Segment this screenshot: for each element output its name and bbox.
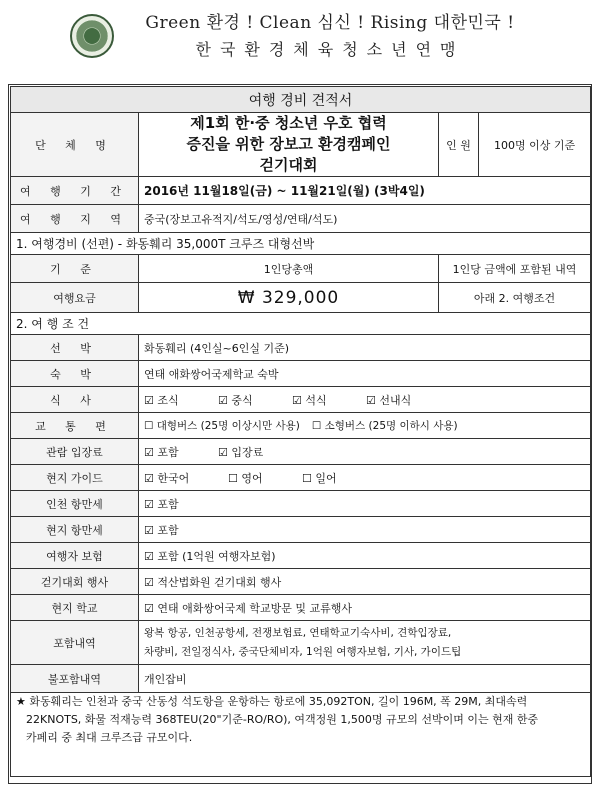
- condition-row: [11, 413, 591, 439]
- condition-label: 현지 가이드: [11, 465, 139, 491]
- group-name-line: 걷기대회: [259, 156, 318, 174]
- checkbox-dinner[interactable]: ☑ 석식: [292, 393, 327, 407]
- condition-value: ☑ 포함 (1억원 여행자보험): [139, 543, 591, 569]
- included-row: [11, 621, 591, 665]
- condition-value: 연태 애화쌍어국제학교 숙박: [139, 361, 591, 387]
- condition-label: 관람 입장료: [11, 439, 139, 465]
- excluded-value: 개인잡비: [139, 665, 591, 693]
- condition-value: ☑ 연태 애화쌍어국제 학교방문 및 교류행사: [139, 595, 591, 621]
- condition-value: 화동훼리 (4인실~6인실 기준): [139, 335, 591, 361]
- period-label: 여 행 기 간: [11, 177, 139, 205]
- section-1-row: [11, 233, 591, 255]
- condition-value: ☑ 포함: [139, 517, 591, 543]
- condition-value: ☑ 적산법화원 걷기대회 행사: [139, 569, 591, 595]
- group-name: [139, 113, 439, 177]
- included-line: 차량비, 전일정식사, 중국단체비자, 1억원 여행자보험, 기사, 가이드팁: [144, 645, 462, 658]
- condition-label: 걷기대회 행사: [11, 569, 139, 595]
- condition-row: [11, 543, 591, 569]
- section-2-row: [11, 313, 591, 335]
- condition-label: 교 통 편: [11, 413, 139, 439]
- condition-label: 숙 박: [11, 361, 139, 387]
- condition-label: 현지 학교: [11, 595, 139, 621]
- fee-label: 여행요금: [11, 283, 139, 313]
- group-row: [11, 113, 591, 177]
- note-line: ★ 화동훼리는 인천과 중국 산동성 석도항을 운항하는 항로에 35,092TON, 길이 196M, 폭 29M, 최대속력: [16, 695, 528, 708]
- condition-label: 여행자 보험: [11, 543, 139, 569]
- group-name-line: 제1회 한·중 청소년 우호 협력: [190, 114, 387, 132]
- checkbox-korean[interactable]: ☑ 한국어: [144, 471, 190, 485]
- region-row: [11, 205, 591, 233]
- condition-row: [11, 595, 591, 621]
- excluded-row: [11, 665, 591, 693]
- included-line: 왕복 항공, 인천공항세, 전쟁보험료, 연태학교기숙사비, 견학입장료,: [144, 626, 452, 639]
- included-label: 포함내역: [11, 621, 139, 665]
- fee-value: ₩ 329,000: [139, 283, 439, 313]
- checkbox-admission-fee[interactable]: ☑ 입장료: [218, 445, 264, 459]
- condition-value: ☑ 포함: [139, 491, 591, 517]
- checkbox-japanese[interactable]: ☐ 일어: [302, 471, 337, 485]
- condition-row: [11, 569, 591, 595]
- region-value: 중국(장보고유적지/석도/영성/연태/석도): [139, 205, 591, 233]
- included-list: [139, 621, 591, 665]
- basis-row: [11, 255, 591, 283]
- basis-note: 1인당 금액에 포함된 내역: [439, 255, 591, 283]
- estimate-sheet: [10, 86, 591, 777]
- condition-row: [11, 465, 591, 491]
- condition-label: 선 박: [11, 335, 139, 361]
- headcount-label: 인 원: [439, 113, 479, 177]
- condition-label: 식 사: [11, 387, 139, 413]
- note-row: [11, 693, 591, 777]
- basis-value: 1인당총액: [139, 255, 439, 283]
- period-value: 2016년 11월18일(금) ~ 11월21일(월) (3박4일): [139, 177, 591, 205]
- group-label: 단 체 명: [11, 113, 139, 177]
- condition-row: [11, 361, 591, 387]
- checkbox-english[interactable]: ☐ 영어: [228, 471, 263, 485]
- checkbox-lunch[interactable]: ☑ 중식: [218, 393, 253, 407]
- slogan: Green 환경 ! Clean 심신 ! Rising 대한민국 !: [145, 13, 515, 33]
- excluded-label: 불포함내역: [11, 665, 139, 693]
- guide-options: [139, 465, 591, 491]
- sheet-title: 여행 경비 견적서: [11, 87, 591, 113]
- headcount-value: 100명 이상 기준: [479, 113, 591, 177]
- period-row: [11, 177, 591, 205]
- checkbox-small-bus[interactable]: ☐ 소형버스 (25명 이하시 사용): [311, 420, 458, 432]
- organization-name: 한국환경체육청소년연맹: [195, 40, 465, 59]
- condition-label: 인천 항만세: [11, 491, 139, 517]
- basis-label: 기 준: [11, 255, 139, 283]
- condition-row: [11, 517, 591, 543]
- condition-row: [11, 491, 591, 517]
- sheet-title-row: [11, 87, 591, 113]
- checkbox-large-bus[interactable]: ☐ 대형버스 (25명 이상시만 사용): [144, 420, 300, 432]
- region-label: 여 행 지 역: [11, 205, 139, 233]
- group-name-line: 증진을 위한 장보고 환경캠페인: [186, 135, 391, 153]
- checkbox-onboard-meal[interactable]: ☑ 선내식: [366, 393, 412, 407]
- letterhead: [0, 0, 600, 70]
- section-1-heading: 1. 여행경비 (선편) - 화동훼리 35,000T 크루즈 대형선박: [11, 233, 591, 255]
- meal-options: [139, 387, 591, 413]
- condition-row: [11, 439, 591, 465]
- ferry-note: [11, 693, 591, 777]
- fee-row: [11, 283, 591, 313]
- condition-row: [11, 387, 591, 413]
- note-line: 22KNOTS, 화물 적재능력 368TEU(20"기준-RO/RO), 여객정원 1,500명 규모의 선박이며 이는 현재 한중: [26, 713, 539, 726]
- transport-options: [139, 413, 591, 439]
- checkbox-admission-included[interactable]: ☑ 포함: [144, 445, 179, 459]
- condition-label: 현지 항만세: [11, 517, 139, 543]
- fee-note: 아래 2. 여행조건: [439, 283, 591, 313]
- condition-row: [11, 335, 591, 361]
- admission-options: [139, 439, 591, 465]
- note-line: 카페리 중 최대 크루즈급 규모이다.: [26, 731, 193, 744]
- section-2-heading: 2. 여 행 조 건: [11, 313, 591, 335]
- checkbox-breakfast[interactable]: ☑ 조식: [144, 393, 179, 407]
